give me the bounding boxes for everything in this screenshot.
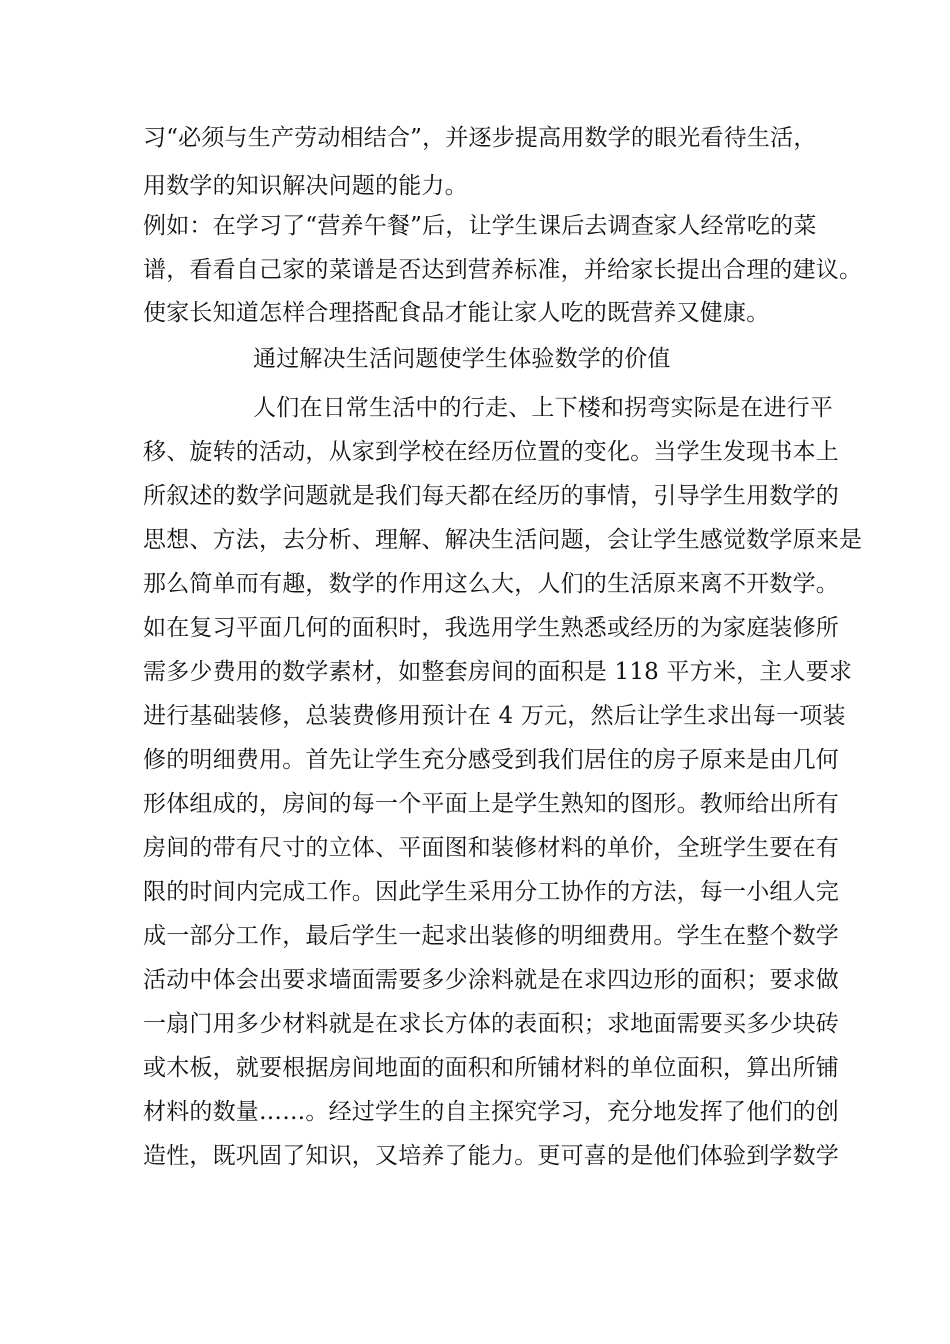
section-heading: 通过解决生活问题使学生体验数学的价值 xyxy=(253,346,671,372)
body-line: 活动中体会出要求墙面需要多少涂料就是在求四边形的面积；要求做 xyxy=(143,967,839,993)
body-line: 移、旋转的活动，从家到学校在经历位置的变化。当学生发现书本上 xyxy=(143,439,839,465)
body-line: 造性，既巩固了知识，又培养了能力。更可喜的是他们体验到学数学 xyxy=(143,1143,839,1169)
body-line: 或木板，就要根据房间地面的面积和所铺材料的单位面积，算出所铺 xyxy=(143,1055,839,1081)
body-line: 房间的带有尺寸的立体、平面图和装修材料的单价，全班学生要在有 xyxy=(143,835,839,861)
paragraph-line: 习“必须与生产劳动相结合”，并逐步提高用数学的眼光看待生活， xyxy=(143,125,817,151)
example-line: 例如：在学习了“营养午餐”后，让学生课后去调查家人经常吃的菜 xyxy=(143,213,817,239)
body-line: 一扇门用多少材料就是在求长方体的表面积；求地面需要买多少块砖 xyxy=(143,1011,839,1037)
body-line: 修的明细费用。首先让学生充分感受到我们居住的房子原来是由几何 xyxy=(143,747,839,773)
body-line: 如在复习平面几何的面积时，我选用学生熟悉或经历的为家庭装修所 xyxy=(143,615,839,641)
body-line: 所叙述的数学问题就是我们每天都在经历的事情，引导学生用数学的 xyxy=(143,483,839,509)
body-line: 思想、方法，去分析、理解、解决生活问题，会让学生感觉数学原来是 xyxy=(143,527,863,553)
body-line: 需多少费用的数学素材，如整套房间的面积是 118 平方米，主人要求 xyxy=(143,659,853,685)
body-line: 进行基础装修，总装费修用预计在 4 万元，然后让学生求出每一项装 xyxy=(143,703,846,729)
body-line: 那么简单而有趣，数学的作用这么大，人们的生活原来离不开数学。 xyxy=(143,571,839,597)
body-line: 限的时间内完成工作。因此学生采用分工协作的方法，每一小组人完 xyxy=(143,879,839,905)
example-line: 谱，看看自己家的菜谱是否达到营养标准，并给家长提出合理的建议。 xyxy=(143,257,863,283)
body-line: 材料的数量……。经过学生的自主探究学习，充分地发挥了他们的创 xyxy=(143,1099,839,1125)
paragraph-line: 用数学的知识解决问题的能力。 xyxy=(143,173,468,199)
example-line: 使家长知道怎样合理搭配食品才能让家人吃的既营养又健康。 xyxy=(143,300,770,326)
body-line: 形体组成的，房间的每一个平面上是学生熟知的图形。教师给出所有 xyxy=(143,791,839,817)
body-line: 人们在日常生活中的行走、上下楼和拐弯实际是在进行平 xyxy=(253,395,833,421)
body-line: 成一部分工作，最后学生一起求出装修的明细费用。学生在整个数学 xyxy=(143,923,839,949)
